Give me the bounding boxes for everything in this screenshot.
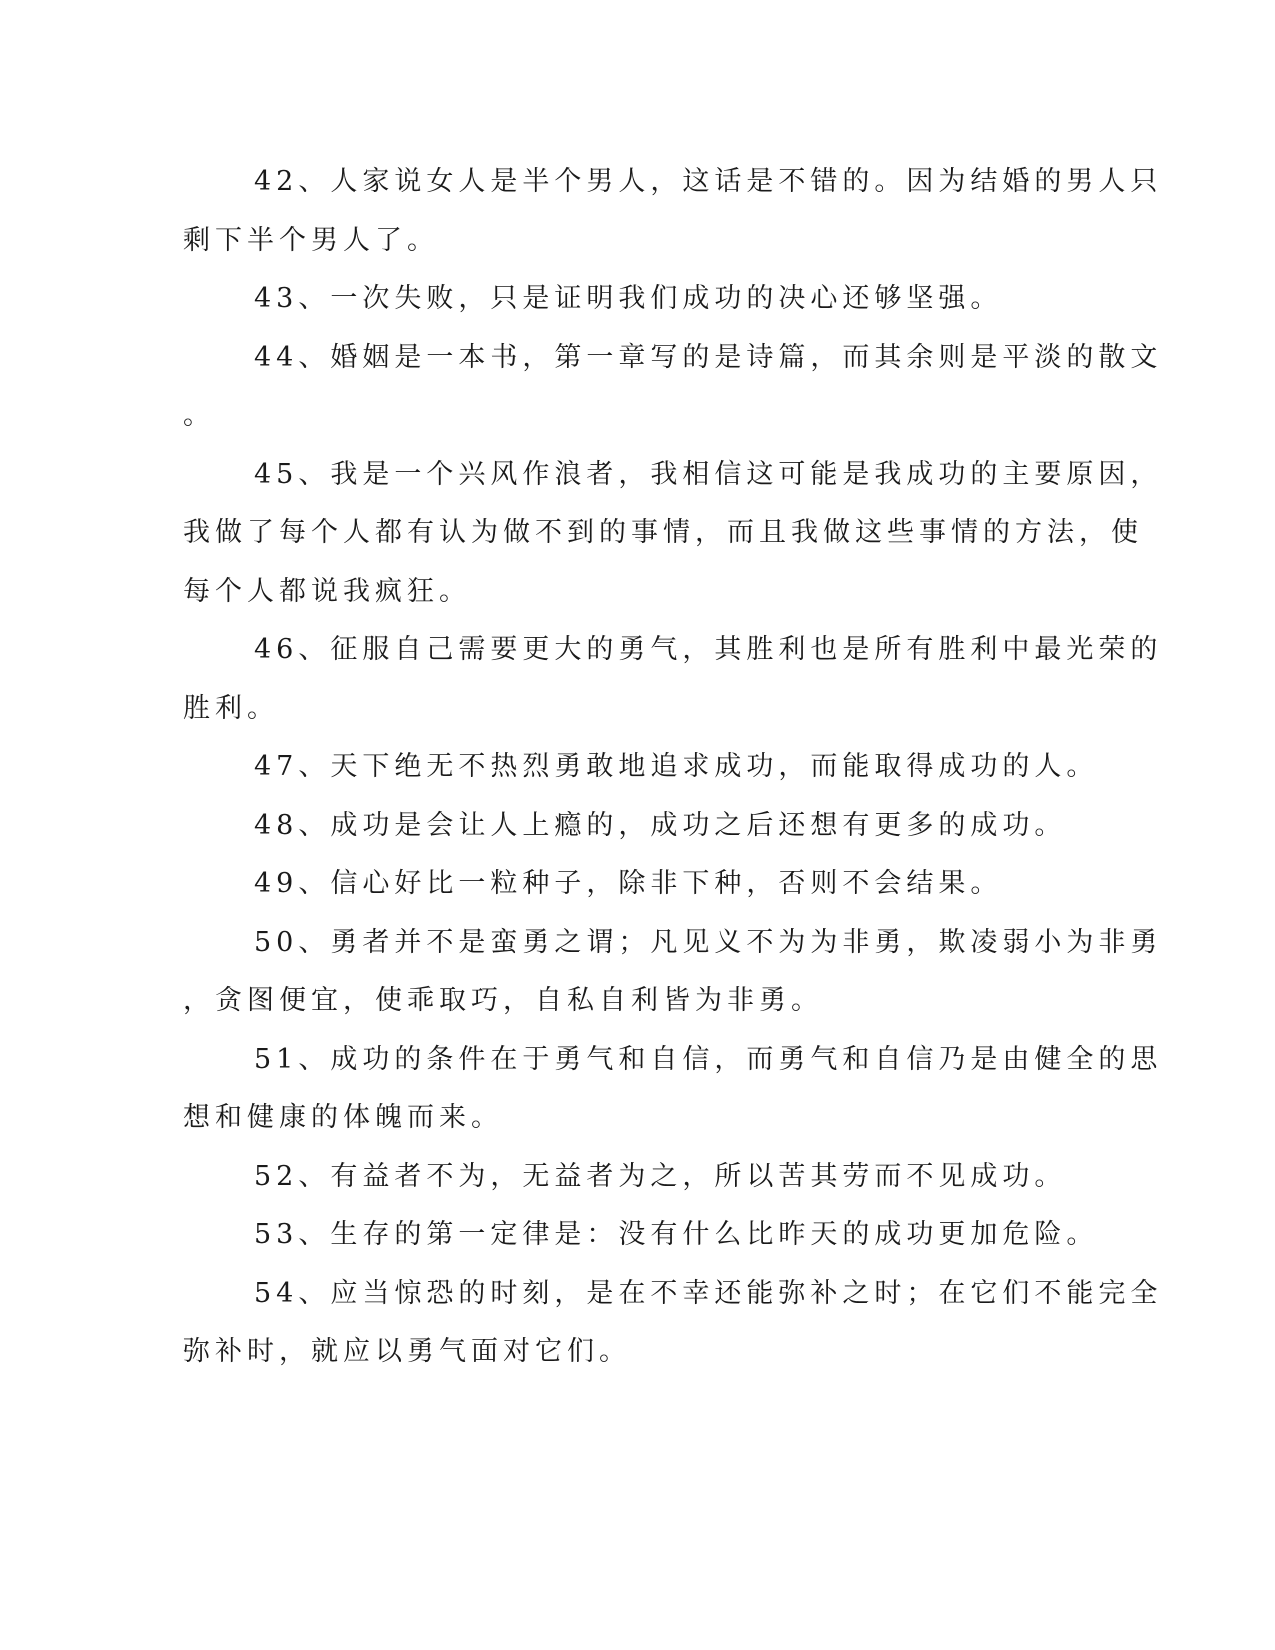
paragraph-line: ，贪图便宜，使乖取巧，自私自利皆为非勇。 xyxy=(183,985,823,1016)
paragraph-45 xyxy=(183,446,1163,622)
paragraph-line: 胜利。 xyxy=(183,692,279,724)
paragraph-line: 51、成功的条件在于勇气和自信，而勇气和自信乃是由健全的思 xyxy=(254,1043,1163,1075)
paragraph-44 xyxy=(183,329,1163,446)
paragraph-53 xyxy=(183,1206,1099,1265)
paragraph-46 xyxy=(183,621,1163,738)
paragraph-line: 47、天下绝无不热烈勇敢地追求成功，而能取得成功的人。 xyxy=(254,751,1099,782)
paragraph-43 xyxy=(183,270,1045,329)
paragraph-52 xyxy=(183,1148,1067,1207)
paragraph-49 xyxy=(183,855,1045,914)
paragraph-54 xyxy=(183,1265,1163,1382)
paragraph-line: 52、有益者不为，无益者为之，所以苦其劳而不见成功。 xyxy=(254,1160,1067,1192)
paragraph-42 xyxy=(183,153,1163,270)
paragraph-line: 49、信心好比一粒种子，除非下种，否则不会结果。 xyxy=(254,868,1003,899)
paragraph-line: 45、我是一个兴风作浪者，我相信这可能是我成功的主要原因， xyxy=(254,458,1163,490)
paragraph-line: 48、成功是会让人上瘾的，成功之后还想有更多的成功。 xyxy=(254,809,1067,841)
paragraph-50 xyxy=(183,914,1163,1031)
paragraph-line: 50、勇者并不是蛮勇之谓；凡见义不为为非勇，欺凌弱小为非勇 xyxy=(254,926,1163,958)
paragraph-line: 53、生存的第一定律是：没有什么比昨天的成功更加危险。 xyxy=(254,1219,1099,1250)
paragraph-48 xyxy=(183,797,1067,856)
paragraph-line: 54、应当惊恐的时刻，是在不幸还能弥补之时；在它们不能完全 xyxy=(254,1277,1163,1309)
paragraph-line: 想和健康的体魄而来。 xyxy=(183,1102,503,1133)
document-body xyxy=(183,153,1163,1382)
paragraph-47 xyxy=(183,738,1099,797)
paragraph-line: 。 xyxy=(183,400,215,431)
paragraph-line: 剩下半个男人了。 xyxy=(183,224,439,256)
paragraph-line: 46、征服自己需要更大的勇气，其胜利也是所有胜利中最光荣的 xyxy=(254,634,1163,665)
paragraph-line: 44、婚姻是一本书，第一章写的是诗篇，而其余则是平淡的散文 xyxy=(254,341,1163,373)
paragraph-51 xyxy=(183,1031,1163,1148)
paragraph-line: 我做了每个人都有认为做不到的事情，而且我做这些事情的方法，使 xyxy=(183,517,1143,548)
paragraph-line: 弥补时，就应以勇气面对它们。 xyxy=(183,1336,631,1367)
paragraph-line: 43、一次失败，只是证明我们成功的决心还够坚强。 xyxy=(254,283,1003,314)
paragraph-line: 42、人家说女人是半个男人，这话是不错的。因为结婚的男人只 xyxy=(254,166,1163,197)
paragraph-line: 每个人都说我疯狂。 xyxy=(183,575,471,607)
